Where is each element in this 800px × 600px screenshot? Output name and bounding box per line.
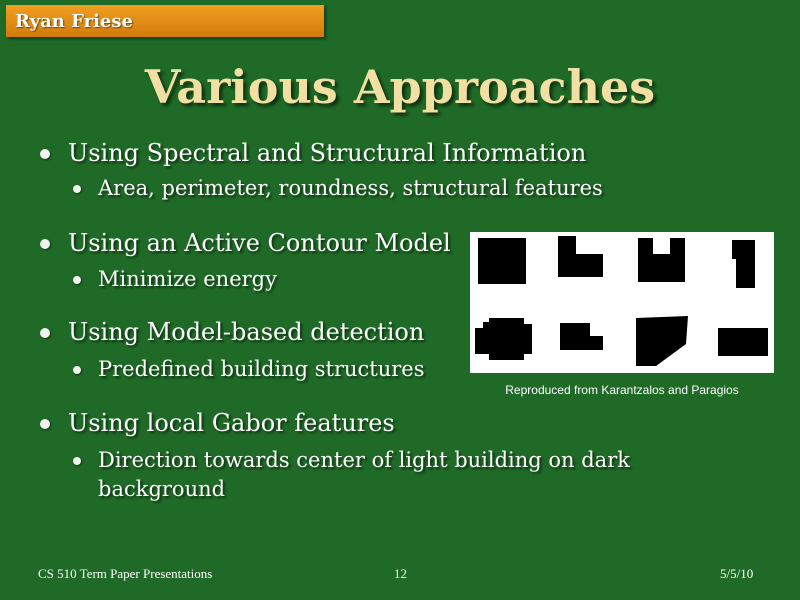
bullet-dot-3 (40, 328, 50, 338)
sub-bullet-2: Minimize energy (98, 267, 277, 291)
figure-caption: Reproduced from Karantzalos and Paragios (505, 383, 739, 397)
sub-bullet-dot-4 (73, 457, 81, 465)
building-shapes-figure (470, 232, 774, 373)
bullet-3: Using Model-based detection (68, 318, 425, 346)
sub-bullet-dot-1 (73, 185, 81, 193)
sub-bullet-dot-2 (73, 276, 81, 284)
shape-cross-block (475, 318, 532, 360)
shape-square (478, 238, 526, 284)
author-tag (6, 5, 324, 37)
shape-cut-corner-block (636, 316, 688, 366)
bullet-dot-4 (40, 419, 50, 429)
sub-bullet-1: Area, perimeter, roundness, structural features (98, 176, 603, 200)
sub-bullet-dot-3 (73, 366, 81, 374)
sub-bullet-4-line-2: background (98, 477, 226, 501)
shape-rectangle (718, 328, 768, 356)
author-name: Ryan Friese (15, 11, 133, 32)
bullet-dot-1 (40, 149, 50, 159)
building-shapes-svg (470, 232, 774, 373)
sub-bullet-4-line-1: Direction towards center of light building on dark (98, 448, 630, 472)
bullet-1: Using Spectral and Structural Information (68, 139, 587, 167)
bullet-dot-2 (40, 239, 50, 249)
slide-title: Various Approaches (144, 60, 656, 114)
sub-bullet-3: Predefined building structures (98, 357, 425, 381)
footer-page-number: 12 (394, 566, 407, 581)
bullet-4: Using local Gabor features (68, 409, 395, 437)
shape-notch-block (732, 240, 755, 288)
footer-date: 5/5/10 (720, 566, 754, 581)
shape-step-block (560, 323, 603, 350)
footer-course: CS 510 Term Paper Presentations (38, 566, 213, 581)
shape-l-block (558, 236, 603, 277)
shape-u-block (638, 238, 685, 282)
bullet-2: Using an Active Contour Model (68, 229, 451, 257)
